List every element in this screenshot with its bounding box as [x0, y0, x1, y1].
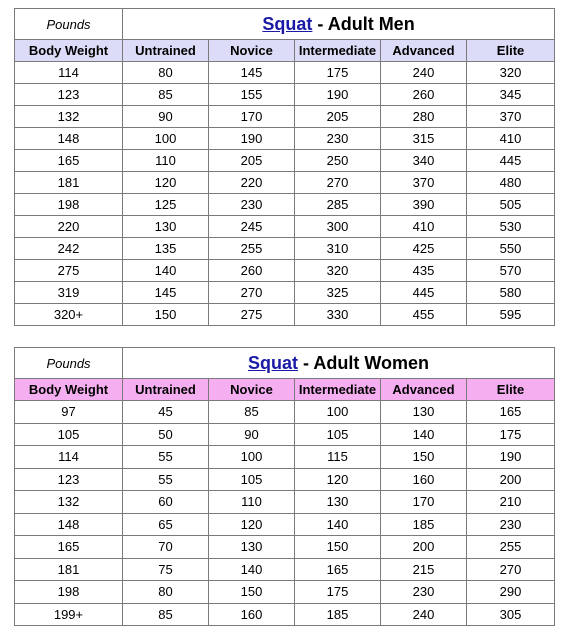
- cell-novice: 220: [209, 172, 295, 194]
- cell-body-weight: 320+: [15, 304, 123, 326]
- cell-untrained: 85: [123, 603, 209, 626]
- cell-advanced: 160: [381, 468, 467, 491]
- cell-untrained: 75: [123, 558, 209, 581]
- column-header-advanced: Advanced: [381, 379, 467, 401]
- cell-untrained: 65: [123, 513, 209, 536]
- cell-body-weight: 105: [15, 423, 123, 446]
- cell-elite: 595: [467, 304, 555, 326]
- cell-novice: 270: [209, 282, 295, 304]
- cell-novice: 145: [209, 62, 295, 84]
- column-header-untrained: Untrained: [123, 40, 209, 62]
- cell-intermediate: 185: [295, 603, 381, 626]
- cell-body-weight: 123: [15, 468, 123, 491]
- cell-body-weight: 275: [15, 260, 123, 282]
- cell-elite: 305: [467, 603, 555, 626]
- cell-untrained: 140: [123, 260, 209, 282]
- cell-novice: 85: [209, 401, 295, 424]
- cell-novice: 170: [209, 106, 295, 128]
- cell-elite: 345: [467, 84, 555, 106]
- cell-intermediate: 300: [295, 216, 381, 238]
- squat-women-table: [14, 347, 555, 626]
- table-row: [15, 260, 555, 282]
- table-row: [15, 172, 555, 194]
- title-row: [15, 9, 555, 40]
- table-row: [15, 446, 555, 469]
- cell-untrained: 130: [123, 216, 209, 238]
- table-row: [15, 423, 555, 446]
- cell-untrained: 55: [123, 446, 209, 469]
- cell-elite: 290: [467, 581, 555, 604]
- cell-advanced: 200: [381, 536, 467, 559]
- column-header-row: [15, 379, 555, 401]
- cell-novice: 155: [209, 84, 295, 106]
- cell-advanced: 425: [381, 238, 467, 260]
- cell-novice: 255: [209, 238, 295, 260]
- cell-intermediate: 250: [295, 150, 381, 172]
- cell-intermediate: 270: [295, 172, 381, 194]
- cell-novice: 120: [209, 513, 295, 536]
- table-row: [15, 282, 555, 304]
- cell-elite: 550: [467, 238, 555, 260]
- cell-advanced: 370: [381, 172, 467, 194]
- cell-advanced: 130: [381, 401, 467, 424]
- cell-advanced: 170: [381, 491, 467, 514]
- column-header-novice: Novice: [209, 40, 295, 62]
- table-row: [15, 468, 555, 491]
- cell-intermediate: 115: [295, 446, 381, 469]
- cell-body-weight: 199+: [15, 603, 123, 626]
- cell-advanced: 185: [381, 513, 467, 536]
- table-row: [15, 304, 555, 326]
- table-row: [15, 558, 555, 581]
- cell-novice: 230: [209, 194, 295, 216]
- cell-body-weight: 198: [15, 194, 123, 216]
- cell-intermediate: 175: [295, 581, 381, 604]
- cell-elite: 200: [467, 468, 555, 491]
- cell-intermediate: 100: [295, 401, 381, 424]
- cell-advanced: 240: [381, 603, 467, 626]
- cell-untrained: 80: [123, 62, 209, 84]
- cell-elite: 320: [467, 62, 555, 84]
- cell-advanced: 230: [381, 581, 467, 604]
- table-row: [15, 62, 555, 84]
- column-header-body-weight: Body Weight: [15, 379, 123, 401]
- table-row: [15, 150, 555, 172]
- cell-body-weight: 132: [15, 106, 123, 128]
- cell-untrained: 120: [123, 172, 209, 194]
- cell-body-weight: 148: [15, 513, 123, 536]
- squat-link[interactable]: Squat: [262, 13, 313, 34]
- cell-novice: 245: [209, 216, 295, 238]
- table-row: [15, 194, 555, 216]
- cell-novice: 100: [209, 446, 295, 469]
- cell-elite: 570: [467, 260, 555, 282]
- units-label: Pounds: [15, 9, 123, 40]
- cell-novice: 190: [209, 128, 295, 150]
- women-table-body: [15, 401, 555, 626]
- cell-novice: 105: [209, 468, 295, 491]
- cell-advanced: 410: [381, 216, 467, 238]
- cell-untrained: 145: [123, 282, 209, 304]
- cell-elite: 255: [467, 536, 555, 559]
- cell-untrained: 70: [123, 536, 209, 559]
- cell-advanced: 150: [381, 446, 467, 469]
- cell-elite: 480: [467, 172, 555, 194]
- cell-elite: 505: [467, 194, 555, 216]
- cell-intermediate: 130: [295, 491, 381, 514]
- title-row: [15, 348, 555, 379]
- cell-advanced: 390: [381, 194, 467, 216]
- cell-untrained: 150: [123, 304, 209, 326]
- cell-novice: 260: [209, 260, 295, 282]
- cell-untrained: 80: [123, 581, 209, 604]
- cell-intermediate: 150: [295, 536, 381, 559]
- table-title: [123, 348, 555, 379]
- cell-untrained: 100: [123, 128, 209, 150]
- cell-intermediate: 230: [295, 128, 381, 150]
- cell-intermediate: 190: [295, 84, 381, 106]
- cell-elite: 445: [467, 150, 555, 172]
- column-header-untrained: Untrained: [123, 379, 209, 401]
- column-header-elite: Elite: [467, 379, 555, 401]
- squat-men-table: [14, 8, 555, 326]
- units-label: Pounds: [15, 348, 123, 379]
- cell-untrained: 135: [123, 238, 209, 260]
- table-row: [15, 401, 555, 424]
- table-row: [15, 581, 555, 604]
- cell-advanced: 315: [381, 128, 467, 150]
- cell-intermediate: 320: [295, 260, 381, 282]
- cell-novice: 90: [209, 423, 295, 446]
- cell-advanced: 240: [381, 62, 467, 84]
- cell-untrained: 60: [123, 491, 209, 514]
- table-row: [15, 238, 555, 260]
- cell-untrained: 90: [123, 106, 209, 128]
- table-row: [15, 84, 555, 106]
- cell-untrained: 50: [123, 423, 209, 446]
- cell-body-weight: 123: [15, 84, 123, 106]
- cell-intermediate: 140: [295, 513, 381, 536]
- cell-elite: 270: [467, 558, 555, 581]
- cell-intermediate: 205: [295, 106, 381, 128]
- cell-body-weight: 132: [15, 491, 123, 514]
- cell-untrained: 55: [123, 468, 209, 491]
- cell-elite: 230: [467, 513, 555, 536]
- column-header-novice: Novice: [209, 379, 295, 401]
- table-row: [15, 128, 555, 150]
- table-row: [15, 106, 555, 128]
- table-title-text: - Adult Men: [312, 13, 415, 34]
- cell-advanced: 280: [381, 106, 467, 128]
- cell-intermediate: 330: [295, 304, 381, 326]
- cell-advanced: 260: [381, 84, 467, 106]
- column-header-row: [15, 40, 555, 62]
- cell-intermediate: 175: [295, 62, 381, 84]
- cell-elite: 370: [467, 106, 555, 128]
- cell-intermediate: 120: [295, 468, 381, 491]
- cell-body-weight: 97: [15, 401, 123, 424]
- cell-novice: 275: [209, 304, 295, 326]
- column-header-advanced: Advanced: [381, 40, 467, 62]
- cell-body-weight: 319: [15, 282, 123, 304]
- table-row: [15, 491, 555, 514]
- cell-novice: 110: [209, 491, 295, 514]
- cell-intermediate: 285: [295, 194, 381, 216]
- table-row: [15, 603, 555, 626]
- cell-advanced: 455: [381, 304, 467, 326]
- cell-elite: 175: [467, 423, 555, 446]
- column-header-body-weight: Body Weight: [15, 40, 123, 62]
- cell-novice: 130: [209, 536, 295, 559]
- cell-intermediate: 325: [295, 282, 381, 304]
- column-header-intermediate: Intermediate: [295, 379, 381, 401]
- table-title: [123, 9, 555, 40]
- table-row: [15, 536, 555, 559]
- cell-body-weight: 181: [15, 558, 123, 581]
- cell-body-weight: 114: [15, 62, 123, 84]
- cell-advanced: 215: [381, 558, 467, 581]
- cell-intermediate: 310: [295, 238, 381, 260]
- cell-novice: 150: [209, 581, 295, 604]
- cell-novice: 140: [209, 558, 295, 581]
- cell-advanced: 140: [381, 423, 467, 446]
- cell-untrained: 45: [123, 401, 209, 424]
- cell-untrained: 125: [123, 194, 209, 216]
- cell-untrained: 85: [123, 84, 209, 106]
- cell-intermediate: 105: [295, 423, 381, 446]
- cell-elite: 530: [467, 216, 555, 238]
- cell-body-weight: 165: [15, 536, 123, 559]
- column-header-elite: Elite: [467, 40, 555, 62]
- table-title-text: - Adult Women: [298, 352, 430, 373]
- cell-novice: 205: [209, 150, 295, 172]
- cell-elite: 410: [467, 128, 555, 150]
- cell-advanced: 340: [381, 150, 467, 172]
- cell-advanced: 445: [381, 282, 467, 304]
- cell-novice: 160: [209, 603, 295, 626]
- cell-untrained: 110: [123, 150, 209, 172]
- cell-elite: 165: [467, 401, 555, 424]
- cell-body-weight: 198: [15, 581, 123, 604]
- cell-body-weight: 148: [15, 128, 123, 150]
- cell-body-weight: 165: [15, 150, 123, 172]
- table-row: [15, 513, 555, 536]
- column-header-intermediate: Intermediate: [295, 40, 381, 62]
- table-row: [15, 216, 555, 238]
- cell-body-weight: 181: [15, 172, 123, 194]
- cell-body-weight: 114: [15, 446, 123, 469]
- cell-advanced: 435: [381, 260, 467, 282]
- cell-body-weight: 242: [15, 238, 123, 260]
- cell-elite: 580: [467, 282, 555, 304]
- squat-link[interactable]: Squat: [248, 352, 299, 373]
- cell-elite: 210: [467, 491, 555, 514]
- cell-intermediate: 165: [295, 558, 381, 581]
- cell-body-weight: 220: [15, 216, 123, 238]
- men-table-body: [15, 62, 555, 326]
- cell-elite: 190: [467, 446, 555, 469]
